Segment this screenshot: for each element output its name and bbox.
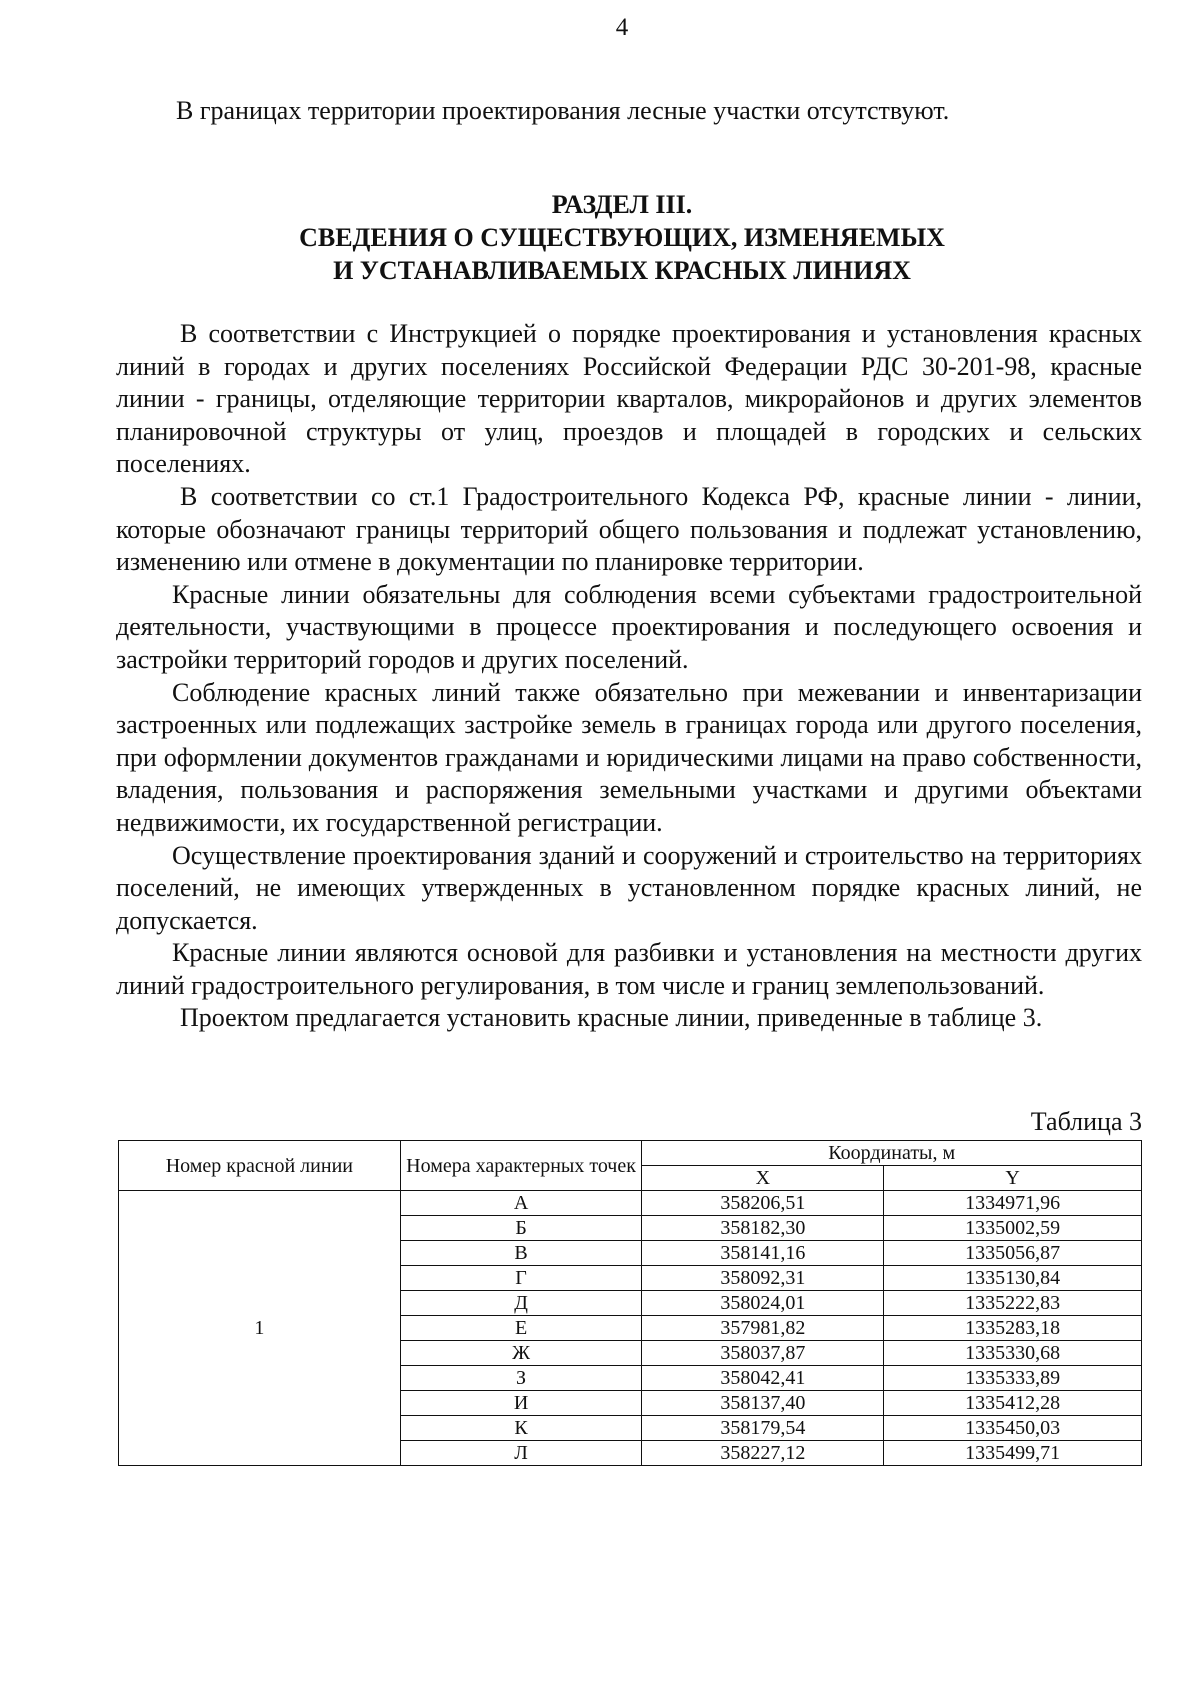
table-title: Таблица 3 <box>1030 1107 1142 1136</box>
coordinate-y: 1335283,18 <box>884 1316 1142 1341</box>
heading-line: СВЕДЕНИЯ О СУЩЕСТВУЮЩИХ, ИЗМЕНЯЕМЫХ <box>299 223 945 252</box>
coordinate-x: 358141,16 <box>642 1241 884 1266</box>
coordinate-x: 358137,40 <box>642 1391 884 1416</box>
paragraph: Осуществление проектирования зданий и сооружений и строительство на территориях поселений, не имеющих утвержденных в установленном порядке красных линий, не допускается. <box>116 840 1142 935</box>
coordinate-y: 1335450,03 <box>884 1416 1142 1441</box>
point-label: К <box>400 1416 642 1441</box>
header-coordinates: Координаты, м <box>642 1141 1142 1166</box>
heading-line: И УСТАНАВЛИВАЕМЫХ КРАСНЫХ ЛИНИЯХ <box>333 256 911 285</box>
point-label: В <box>400 1241 642 1266</box>
coordinate-x: 358037,87 <box>642 1341 884 1366</box>
header-points: Номера характерных точек <box>400 1141 642 1191</box>
section-heading <box>0 188 1200 287</box>
coordinate-x: 358206,51 <box>642 1191 884 1216</box>
intro-sentence: В границах территории проектирования лесные участки отсутствуют. <box>176 96 950 125</box>
header-line-number: Номер красной линии <box>119 1141 401 1191</box>
coordinate-y: 1335002,59 <box>884 1216 1142 1241</box>
table-row <box>119 1191 1142 1216</box>
heading-line: РАЗДЕЛ III. <box>551 190 693 219</box>
point-label: З <box>400 1366 642 1391</box>
coordinate-y: 1334971,96 <box>884 1191 1142 1216</box>
point-label: Д <box>400 1291 642 1316</box>
coordinate-y: 1335222,83 <box>884 1291 1142 1316</box>
paragraph: В соответствии с Инструкцией о порядке проектирования и установления красных линий в городах и других поселениях Российской Федерации РДС 30-201-98, красные линии - границы, отделяющие территории кварталов, микрорайонов и других элементов планировочной структуры от улиц, проездов и площадей в городских и сельских поселениях. <box>116 319 1142 479</box>
coordinate-x: 358024,01 <box>642 1291 884 1316</box>
paragraph: Проектом предлагается установить красные линии, приведенные в таблице 3. <box>180 1003 1043 1033</box>
point-label: А <box>400 1191 642 1216</box>
coordinate-x: 358182,30 <box>642 1216 884 1241</box>
coordinate-y: 1335499,71 <box>884 1441 1142 1466</box>
red-line-number: 1 <box>119 1191 401 1466</box>
coordinate-y: 1335412,28 <box>884 1391 1142 1416</box>
point-label: Б <box>400 1216 642 1241</box>
paragraph: Красные линии обязательны для соблюдения всеми субъектами градостроительной деятельности, участвующими в процессе проектирования и последующего освоения и застройки территорий городов и других поселений. <box>116 579 1142 674</box>
paragraph: Соблюдение красных линий также обязательно при межевании и инвентаризации застроенных или подлежащих застройке земель в границах города или другого поселения, при оформлении документов гражданами и юридическими лицами на право собственности, владения, пользования и распоряжения земельными участками и другими объектами недвижимости, их государственной регистрации. <box>116 677 1142 837</box>
coordinate-y: 1335330,68 <box>884 1341 1142 1366</box>
paragraph: Красные линии являются основой для разбивки и установления на местности других линий градостроительного регулирования, в том числе и границ землепользований. <box>116 938 1142 1000</box>
point-label: Л <box>400 1441 642 1466</box>
coordinates-table <box>118 1140 1142 1466</box>
page-number: 4 <box>615 14 629 41</box>
coordinate-y: 1335056,87 <box>884 1241 1142 1266</box>
coordinate-x: 358042,41 <box>642 1366 884 1391</box>
body-text <box>116 318 1142 1035</box>
coordinate-x: 358179,54 <box>642 1416 884 1441</box>
header-y: Y <box>884 1166 1142 1191</box>
point-label: Г <box>400 1266 642 1291</box>
header-x: X <box>642 1166 884 1191</box>
paragraph: В соответствии со ст.1 Градостроительного Кодекса РФ, красные линии - линии, которые обозначают границы территорий общего пользования и подлежат установлению, изменению или отмене в документации по планировке территории. <box>116 481 1142 577</box>
coordinate-x: 358227,12 <box>642 1441 884 1466</box>
table-body <box>119 1191 1142 1466</box>
point-label: Е <box>400 1316 642 1341</box>
point-label: И <box>400 1391 642 1416</box>
coordinate-x: 358092,31 <box>642 1266 884 1291</box>
coordinate-y: 1335333,89 <box>884 1366 1142 1391</box>
coordinate-y: 1335130,84 <box>884 1266 1142 1291</box>
coordinate-x: 357981,82 <box>642 1316 884 1341</box>
point-label: Ж <box>400 1341 642 1366</box>
